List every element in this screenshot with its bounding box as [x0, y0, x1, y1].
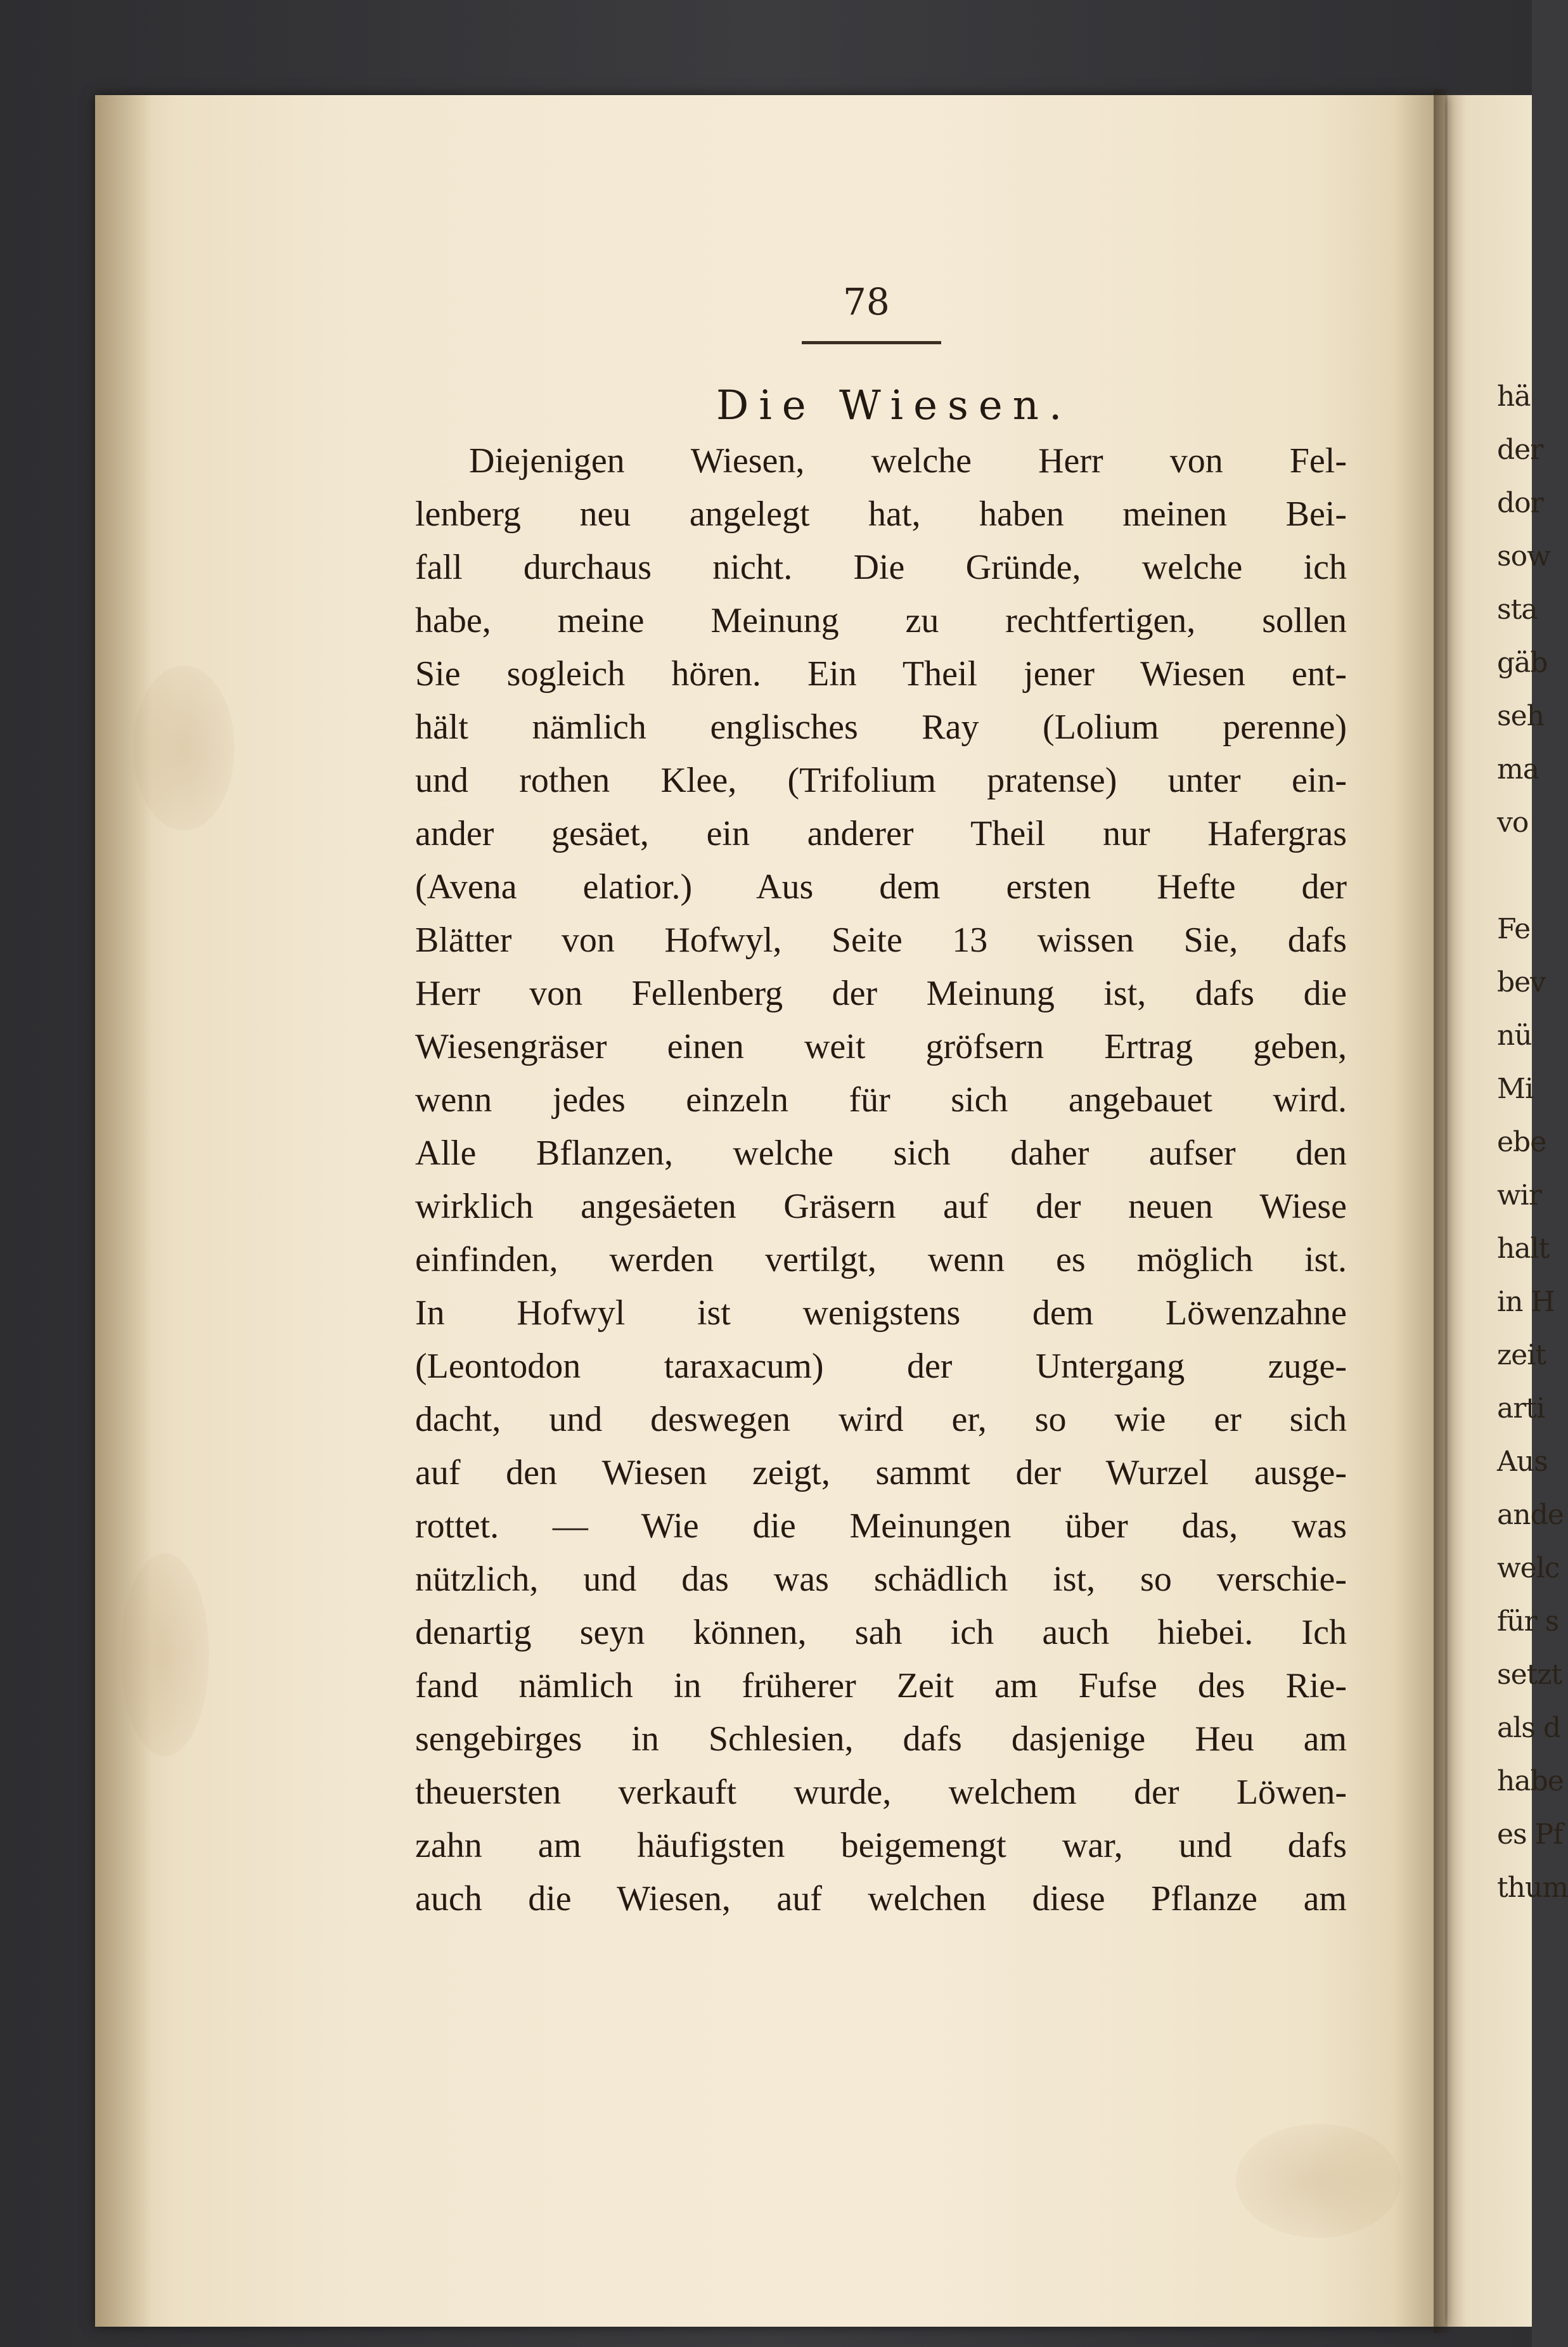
next-page-fragment: in H	[1497, 1286, 1555, 1318]
next-page-fragment: thum	[1497, 1872, 1568, 1904]
text-line: Diejenigen Wiesen, welche Herr von Fel-	[469, 441, 1347, 481]
next-page-fragment: dor	[1497, 487, 1543, 519]
text-line: lenberg neu angelegt hat, haben meinen Bei-	[415, 495, 1347, 534]
next-page-fragment: seh	[1497, 700, 1544, 732]
text-line: fand nämlich in früherer Zeit am Fufse des Rie-	[415, 1666, 1347, 1705]
next-page-fragment: bev	[1497, 966, 1546, 999]
text-line: fall durchaus nicht. Die Gründe, welche ich	[415, 548, 1347, 587]
text-line: und rothen Klee, (Trifolium pratense) unter ein-	[415, 761, 1347, 800]
text-line: Herr von Fellenberg der Meinung ist, dafs die	[415, 974, 1347, 1013]
text-line: wirklich angesäeten Gräsern auf der neuen Wiese	[415, 1187, 1347, 1226]
text-line: auch die Wiesen, auf welchen diese Pflanze am	[415, 1879, 1347, 1918]
text-line: (Leontodon taraxacum) der Untergang zuge-	[415, 1347, 1347, 1386]
next-page-fragment: ma	[1497, 753, 1539, 786]
next-page-fragment: es Pf	[1497, 1818, 1563, 1851]
next-page-fragment: vo	[1497, 806, 1529, 839]
book-gutter	[1434, 89, 1448, 2333]
text-line: (Avena elatior.) Aus dem ersten Hefte der	[415, 867, 1347, 907]
next-page-fragment: Fe	[1497, 913, 1531, 945]
next-page-fragment: arti	[1497, 1392, 1545, 1425]
text-line: hält nämlich englisches Ray (Lolium perenne)	[415, 708, 1347, 747]
next-page-fragment: setzt	[1497, 1658, 1562, 1691]
next-page-fragment: sow	[1497, 540, 1550, 572]
page-left-shadow	[95, 95, 152, 2327]
next-page-fragment: ebe	[1497, 1126, 1546, 1158]
next-page-fragment: sta	[1497, 593, 1538, 626]
page-number-rule	[802, 341, 941, 344]
text-line: zahn am häufigsten beigemengt war, und dafs	[415, 1826, 1347, 1865]
text-line: Blätter von Hofwyl, Seite 13 wissen Sie, dafs	[415, 921, 1347, 960]
next-page-fragment: für s	[1497, 1605, 1559, 1638]
text-line: Sie sogleich hören. Ein Theil jener Wiesen ent-	[415, 654, 1347, 694]
next-page-fragment: nü	[1497, 1019, 1532, 1052]
text-line: Alle Bflanzen, welche sich daher aufser den	[415, 1134, 1347, 1173]
foxing-stain	[133, 666, 235, 831]
next-page-fragment: zeit	[1497, 1339, 1546, 1371]
next-page-fragment: hä	[1497, 380, 1531, 413]
text-line: Wiesengräser einen weit gröfsern Ertrag geben,	[415, 1027, 1347, 1066]
section-heading: Die Wiesen.	[716, 382, 1072, 429]
text-line: auf den Wiesen zeigt, sammt der Wurzel ausge-	[415, 1453, 1347, 1492]
next-page-fragment: habe	[1497, 1765, 1564, 1797]
next-page-fragment: als d	[1497, 1712, 1561, 1744]
next-page-fragment: welc	[1497, 1552, 1560, 1584]
text-line: ander gesäet, ein anderer Theil nur Hafergras	[415, 814, 1347, 853]
text-line: In Hofwyl ist wenigstens dem Löwenzahne	[415, 1293, 1347, 1333]
text-line: theuersten verkauft wurde, welchem der Löwen-	[415, 1773, 1347, 1812]
text-line: einfinden, werden vertilgt, wenn es möglich ist.	[415, 1240, 1347, 1279]
next-page-fragment: Mi	[1497, 1073, 1534, 1105]
text-line: rottet. — Wie die Meinungen über das, was	[415, 1506, 1347, 1546]
next-page-fragment: Aus	[1497, 1445, 1548, 1478]
text-line: habe, meine Meinung zu rechtfertigen, sollen	[415, 601, 1347, 640]
foxing-stain	[1236, 2124, 1401, 2238]
next-page-fragment: ande	[1497, 1499, 1564, 1531]
page-number: 78	[843, 280, 890, 323]
next-page-fragment: der	[1497, 434, 1543, 466]
text-line: denartig seyn können, sah ich auch hiebei. Ich	[415, 1613, 1347, 1652]
next-page-fragment: halt	[1497, 1232, 1550, 1265]
text-line: wenn jedes einzeln für sich angebauet wird.	[415, 1080, 1347, 1120]
body-text	[415, 434, 1347, 1925]
next-page-fragment: gäb	[1497, 647, 1548, 679]
text-line: sengebirges in Schlesien, dafs dasjenige Heu am	[415, 1719, 1347, 1759]
foxing-stain	[120, 1553, 209, 1756]
next-page-fragment: wir	[1497, 1179, 1541, 1212]
text-line: nützlich, und das was schädlich ist, so verschie-	[415, 1560, 1347, 1599]
text-line: dacht, und deswegen wird er, so wie er sich	[415, 1400, 1347, 1439]
